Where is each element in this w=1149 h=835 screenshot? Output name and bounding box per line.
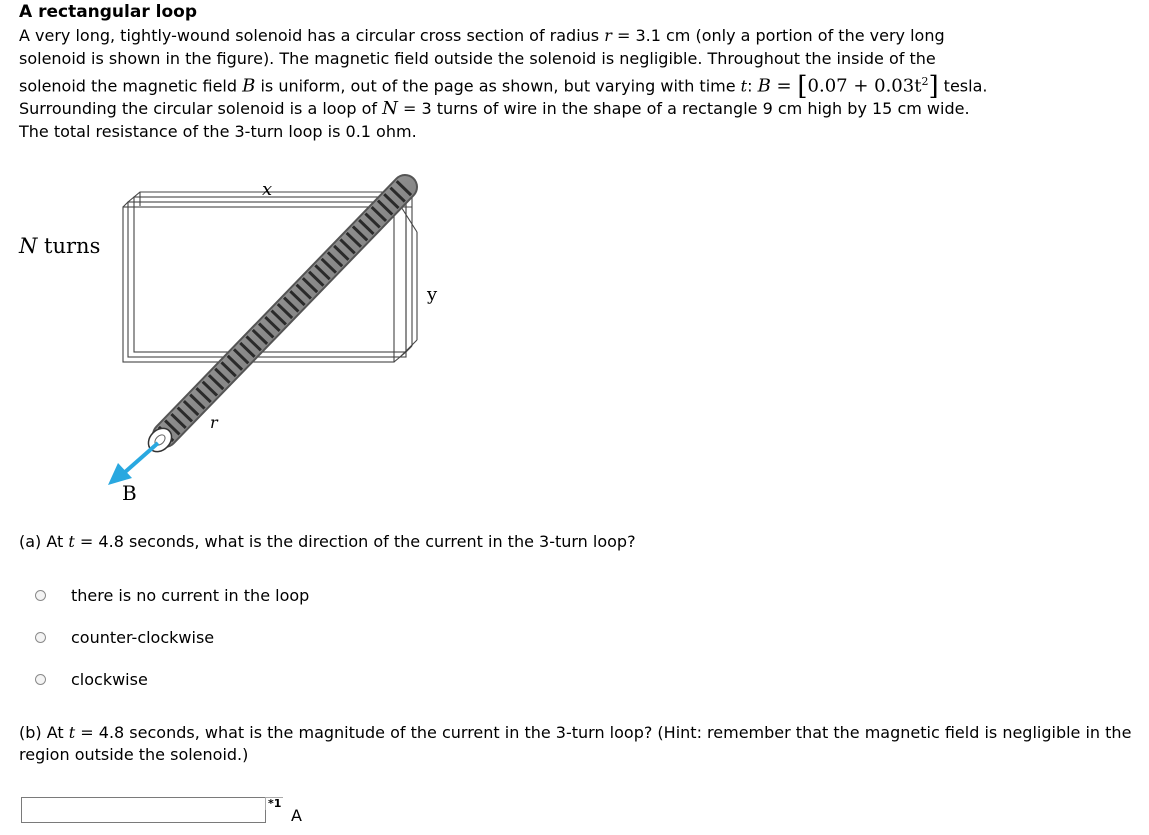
label-r: r [210,413,218,432]
option-counter-clockwise[interactable] [35,626,214,648]
solenoid-loop-figure [0,160,460,510]
problem-statement [19,24,1139,143]
text-line5: The total resistance of the 3-turn loop is 0.1 ohm. [19,122,417,142]
text-line4-b: turns of wire in the shape of a rectangle 9 cm high by 15 cm wide. [431,99,970,119]
question-b [19,722,1139,766]
qb-eq: = [75,723,99,742]
qb-text: seconds, what is the magnitude of the current in the 3-turn loop? (Hint: remember that the magnetic field is negligible in the region outside the solenoid.) [19,723,1132,764]
qa-eq: = [74,532,99,551]
text-line1-b: (only a portion of the very long [690,26,945,45]
label-N: N [19,234,38,258]
unit-label: A [291,806,302,825]
text-line3-b: is uniform, out of the page as shown, but varying with time [255,76,741,96]
question-a [19,532,636,551]
eq-sign-2: = [397,99,422,119]
problem-title: A rectangular loop [19,2,197,22]
exponent: 2 [921,75,929,88]
label-n-turns [18,234,100,258]
label-y: y [427,284,438,305]
solenoid [144,187,405,456]
turns-value: 3 [421,99,432,119]
radio-clockwise[interactable] [35,674,46,685]
right-bracket: ] [928,71,939,102]
var-t: t [740,76,748,96]
qb-prefix: (b) At [19,723,69,742]
text-line1-a: A very long, tightly-wound solenoid has a circular cross section of radius [19,26,605,45]
text-line3-a: solenoid the magnetic field [19,76,243,96]
var-r: r [604,26,612,45]
qb-var-t: t [68,723,76,742]
left-bracket: [ [797,71,808,102]
option-clockwise[interactable] [35,668,148,690]
var-B: B [242,75,256,97]
qb-t-value: 4.8 [98,723,125,742]
option-clockwise-label: clockwise [71,669,148,689]
qa-prefix: (a) At [19,532,69,551]
current-magnitude-input[interactable] [21,797,266,823]
option-counter-clockwise-label: counter-clockwise [71,627,215,647]
option-no-current-label: there is no current in the loop [71,585,310,605]
B-formula: 0.07 + 0.03t [807,75,922,97]
qa-var-t: t [68,532,75,551]
qa-text: seconds, what is the direction of the current in the 3-turn loop? [123,532,636,551]
radio-counter-clockwise[interactable] [35,632,46,643]
text-line2: solenoid is shown in the figure). The magnetic field outside the solenoid is negligible. Throughout the inside of the [19,49,936,68]
text-line4-a: Surrounding the circular solenoid is a loop of [19,99,383,119]
label-turns: turns [37,234,101,258]
colon: : [747,76,758,96]
unit-tesla: tesla. [938,76,988,96]
var-N: N [382,98,398,120]
radio-no-current[interactable] [35,590,46,601]
b-field-arrow [108,443,158,485]
label-B: B [122,481,137,505]
B-equals: B = [757,75,798,97]
radius-value: 3.1 cm [635,26,691,45]
label-x: x [262,179,273,200]
eq-sign: = [611,26,636,45]
option-no-current[interactable] [35,584,309,606]
qa-t-value: 4.8 [98,532,124,551]
answer-tag: *1 [265,797,283,810]
